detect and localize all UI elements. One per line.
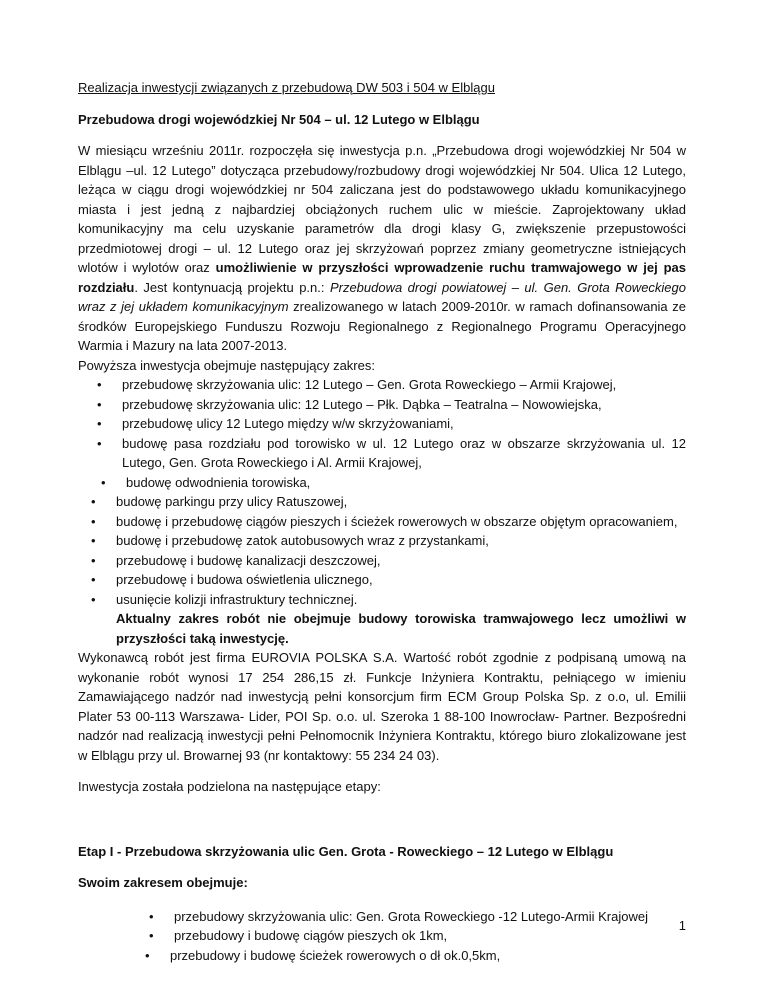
stage-1-label: Etap I [78, 843, 114, 859]
stage-1-heading [78, 842, 686, 862]
intro-text-1: W miesiącu wrześniu 2011r. rozpoczęła się inwestycja p.n. „Przebudowa drogi wojewódzkiej Nr 504 w Elblągu –ul. 12 Lutego” dotycząca przebudowy/rozbudowy drogi wojewódzkiej Nr 504. Ulica 12 Lutego, leżąca w ciągu drogi wojewódzkiej nr 504 zaliczana jest do podstawowego układu komunikacyjnego miasta i jest jedną z najbardziej obciążonych ruchem ulic w mieście. Zaprojektowany układ komunikacyjny ma celu uzyskanie parametrów dla drogi klasy G, zwiększenie przepustowości przedmiotowej drogi – ul. 12 Lutego oraz jej skrzyżowań poprzez zmiany geometryczne istniejących wlotów i wylotów oraz [78, 143, 686, 275]
scope-intro: Powyższa inwestycja obejmuje następujący zakres: [78, 357, 375, 373]
intro-text-italic: Przebudowa drogi powiatowej – ul. Gen. Grota Roweckiego wraz z jej układem komunikacyjnym [78, 279, 686, 314]
intro-paragraph [78, 141, 686, 356]
stage-1-title: - Przebudowa skrzyżowania ulic Gen. Grota - Roweckiego – 12 Lutego w Elblągu [113, 843, 614, 859]
list-item: • przebudowy i budowę ścieżek rowerowych o dł ok.0,5km, [170, 946, 686, 966]
scope-list [78, 375, 686, 609]
list-item: • przebudowę skrzyżowania ulic: 12 Lutego – Gen. Grota Roweckiego – Armii Krajowej, [122, 375, 686, 395]
scope-note: Aktualny zakres robót nie obejmuje budowy torowiska tramwajowego lecz umożliwi w przyszłości taką inwestycję. [116, 611, 686, 646]
document-heading: Realizacja inwestycji związanych z przebudową DW 503 i 504 w Elblągu [78, 80, 495, 95]
contractor-paragraph: Wykonawcą robót jest firma EUROVIA POLSKA S.A. Wartość robót zgodnie z podpisaną umową na wykonanie robót wynosi 17 254 286,15 zł. Funkcje Inżyniera Kontraktu, pełniącego w imieniu Zamawiającego nadzór nad inwestycją pełni konsorcjum firm ECM Group Polska Sp. z o.o, ul. Emilii Plater 53 00-113 Warszawa- Lider, POI Sp. o.o. ul. Szeroka 1 88-100 Inowrocław- Partner. Bezpośredni nadzór nad realizacją inwestycji pełni Pełnomocnik Inżyniera Kontraktu, którego biuro zlokalizowane jest w Elblągu przy ul. Browarnej 93 (nr kontaktowy: 55 234 24 03). [78, 650, 686, 763]
list-item: • budowę i przebudowę zatok autobusowych wraz z przystankami, [116, 531, 686, 551]
list-item: • przebudowy skrzyżowania ulic: Gen. Grota Roweckiego -12 Lutego-Armii Krajowej [174, 907, 686, 927]
intro-text-bold: umożliwienie w przyszłości wprowadzenie ruchu tramwajowego w jej pas rozdziału [78, 260, 686, 295]
section-title: Przebudowa drogi wojewódzkiej Nr 504 – ul. 12 Lutego w Elblągu [78, 111, 480, 127]
list-item: • budowę i przebudowę ciągów pieszych i ścieżek rowerowych w obszarze objętym opracowaniem, [116, 512, 686, 532]
list-item: • przebudowę skrzyżowania ulic: 12 Lutego – Płk. Dąbka – Teatralna – Nowowiejska, [122, 395, 686, 415]
list-item: • budowę odwodnienia torowiska, [126, 473, 686, 493]
list-item: • przebudowę i budowa oświetlenia ulicznego, [116, 570, 686, 590]
list-item: • budowę pasa rozdziału pod torowisko w ul. 12 Lutego oraz w obszarze skrzyżowania ul. 12 Lutego, Gen. Grota Roweckiego i Al. Armii Krajowej, [122, 434, 686, 473]
stage-1-scope-label: Swoim zakresem obejmuje: [78, 875, 248, 890]
list-item: • przebudowę ulicy 12 Lutego między w/w skrzyżowaniami, [122, 414, 686, 434]
intro-text-2: . Jest kontynuacją projektu p.n.: [134, 279, 330, 295]
intro-text-3: zrealizowanego w latach 2009-2010r. w ramach dofinansowania ze środków Europejskiego Funduszu Rozwoju Regionalnego z Regionalnego Programu Operacyjnego Warmia i Mazury na lata 2007-2013. [78, 299, 686, 353]
stages-intro: Inwestycja została podzielona na następujące etapy: [78, 779, 381, 794]
document-body [78, 78, 686, 965]
list-item: • usunięcie kolizji infrastruktury technicznej. [116, 590, 686, 610]
stage-1-list [78, 907, 686, 966]
page-number: 1 [678, 918, 686, 933]
list-item: • przebudowę i budowę kanalizacji deszczowej, [116, 551, 686, 571]
list-item: • przebudowy i budowę ciągów pieszych ok 1km, [174, 926, 686, 946]
list-item: • budowę parkingu przy ulicy Ratuszowej, [116, 492, 686, 512]
